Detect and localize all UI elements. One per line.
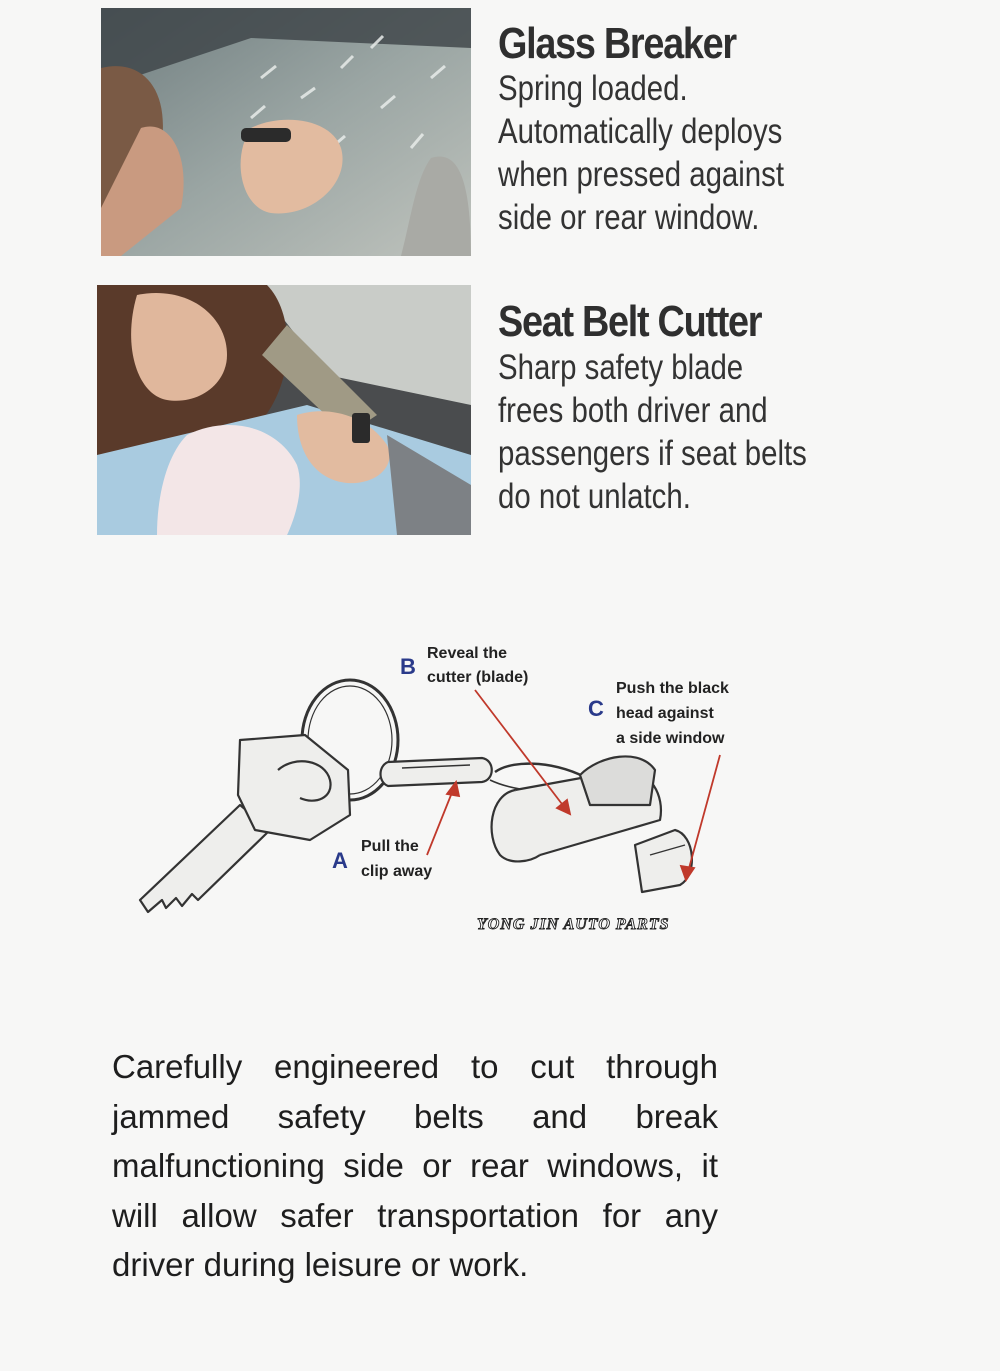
step-b-line: Reveal the	[427, 645, 508, 662]
description-line: Automatically deploys	[498, 112, 783, 151]
glass-breaker-title: Glass Breaker	[498, 19, 736, 68]
glass-breaker-description	[498, 67, 784, 239]
watermark: YONG JIN AUTO PARTS	[477, 916, 670, 933]
step-a-line: clip away	[361, 863, 433, 880]
step-c-line: a side window	[616, 730, 725, 747]
description-line: do not unlatch.	[498, 477, 691, 516]
step-c-line: head against	[616, 705, 714, 722]
description-line: Spring loaded.	[498, 69, 688, 108]
seat-belt-cutter-title: Seat Belt Cutter	[498, 297, 762, 346]
glass-breaker-photo	[101, 8, 471, 256]
step-a-letter: A	[332, 848, 348, 873]
step-c-letter: C	[588, 696, 604, 721]
step-c-line: Push the black	[616, 680, 729, 697]
summary-paragraph: Carefully engineered to cut through jammed safety belts and break malfunctioning side or rear windows, it will allow safer transportation for any driver during leisure or work.	[112, 1048, 718, 1283]
description-line: side or rear window.	[498, 198, 760, 237]
step-a-line: Pull the	[361, 838, 419, 855]
seat-belt-cutter-description	[498, 346, 807, 518]
description-line: Sharp safety blade	[498, 348, 744, 387]
usage-diagram	[120, 630, 760, 940]
step-b-line: cutter (blade)	[427, 669, 529, 686]
description-line: frees both driver and	[498, 391, 768, 430]
step-b-letter: B	[400, 654, 416, 679]
description-line: when pressed against	[498, 155, 785, 194]
description-line: passengers if seat belts	[498, 434, 807, 473]
seat-belt-cutter-photo	[97, 285, 471, 535]
